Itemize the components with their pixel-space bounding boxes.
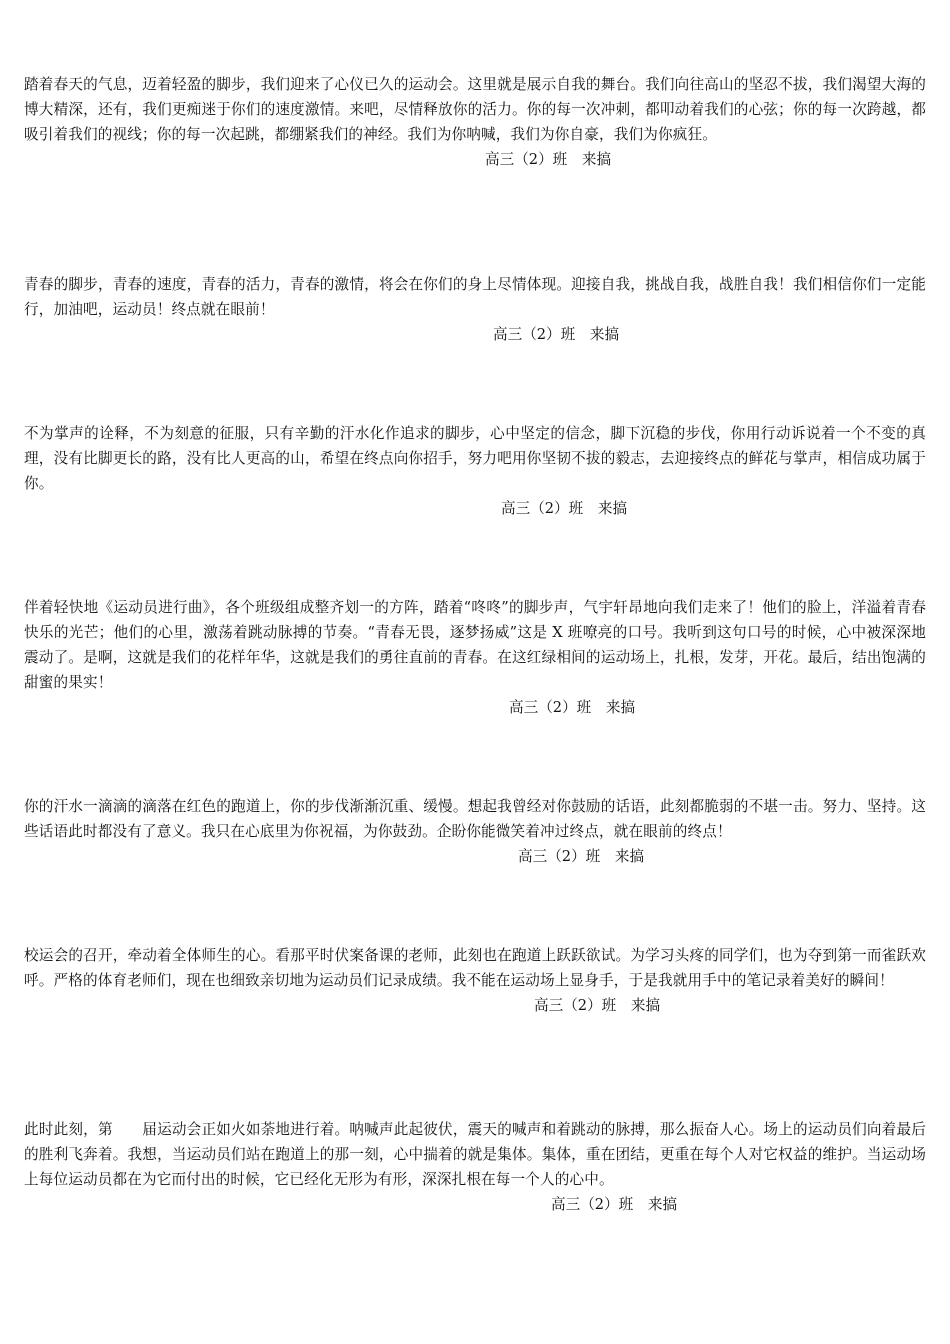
paragraph-text: 伴着轻快地《运动员进行曲》，各个班级组成整齐划一的方阵，踏着“咚咚”的脚步声，气宇轩昂地向我们走来了！他们的脸上，洋溢着青春快乐的光芒；他们的心里，激荡着跳动脉搏的节奏。“青春无畏，逐梦扬威”这是 X 班嘹亮的口号。我听到这句口号的时候，心中被深深地震动了。是啊，这就是我们的花样年华，这就是我们的勇往直前的青春。在这红绿相间的运动场上，扎根，发芽，开花。最后，结出饱满的甜蜜的果实！ (24, 599, 926, 691)
paragraph-text: 踏着春天的气息，迈着轻盈的脚步，我们迎来了心仪已久的运动会。这里就是展示自我的舞台。我们向往高山的坚忍不拔，我们渴望大海的博大精深，还有，我们更痴迷于你们的速度激情。来吧，尽情释放你的活力。你的每一次冲刺，都叩动着我们的心弦；你的每一次跨越，都吸引着我们的视线；你的每一次起跳，都绷紧我们的神经。我们为你呐喊，我们为你自豪，我们为你疯狂。 (24, 76, 926, 143)
paragraph-signature: 高三（2）班 来搞 (509, 699, 636, 716)
paragraph-signature: 高三（2）班 来搞 (493, 326, 620, 343)
article-block-3 (24, 421, 926, 521)
paragraph-text: 不为掌声的诠释，不为刻意的征服，只有辛勤的汗水化作追求的脚步，心中坚定的信念，脚下沉稳的步伐，你用行动诉说着一个不变的真理，没有比脚更长的路，没有比人更高的山，希望在终点向你招手，努力吧用你坚韧不拔的毅志，去迎接终点的鲜花与掌声，相信成功属于你。 (24, 425, 926, 492)
paragraph-text: 此时此刻，第 届运动会正如火如荼地进行着。呐喊声此起彼伏，震天的喊声和着跳动的脉搏，那么振奋人心。场上的运动员们向着最后的胜利飞奔着。我想，当运动员们站在跑道上的那一刻，心中揣着的就是集体。集体，重在团结，更重在每个人对它权益的维护。当运动场上每位运动员都在为它而付出的时候，它已经化无形为有形，深深扎根在每一个人的心中。 (24, 1121, 926, 1188)
paragraph-signature: 高三（2）班 来搞 (518, 848, 645, 865)
paragraph-signature: 高三（2）班 来搞 (551, 1196, 678, 1213)
paragraph-signature: 高三（2）班 来搞 (501, 500, 628, 517)
paragraph-text: 你的汗水一滴滴的滴落在红色的跑道上，你的步伐渐渐沉重、缓慢。想起我曾经对你鼓励的话语，此刻都脆弱的不堪一击。努力、坚持。这些话语此时都没有了意义。我只在心底里为你祝福，为你鼓劲。企盼你能微笑着冲过终点，就在眼前的终点！ (24, 798, 926, 840)
article-block-1 (24, 72, 926, 172)
article-block-4 (24, 595, 926, 720)
paragraph-text: 校运会的召开，牵动着全体师生的心。看那平时伏案备课的老师，此刻也在跑道上跃跃欲试。为学习头疼的同学们，也为夺到第一而雀跃欢呼。严格的体育老师们，现在也细致亲切地为运动员们记录成绩。我不能在运动场上显身手，于是我就用手中的笔记录着美好的瞬间！ (24, 947, 926, 989)
paragraph-text: 青春的脚步，青春的速度，青春的活力，青春的激情，将会在你们的身上尽情体现。迎接自我，挑战自我，战胜自我！我们相信你们一定能行，加油吧，运动员！终点就在眼前！ (24, 276, 926, 318)
paragraph-signature: 高三（2）班 来搞 (534, 997, 661, 1014)
article-block-5 (24, 794, 926, 869)
article-block-7 (24, 1117, 926, 1217)
paragraph-signature: 高三（2）班 来搞 (485, 151, 612, 168)
article-block-2 (24, 272, 926, 347)
article-block-6 (24, 943, 926, 1018)
